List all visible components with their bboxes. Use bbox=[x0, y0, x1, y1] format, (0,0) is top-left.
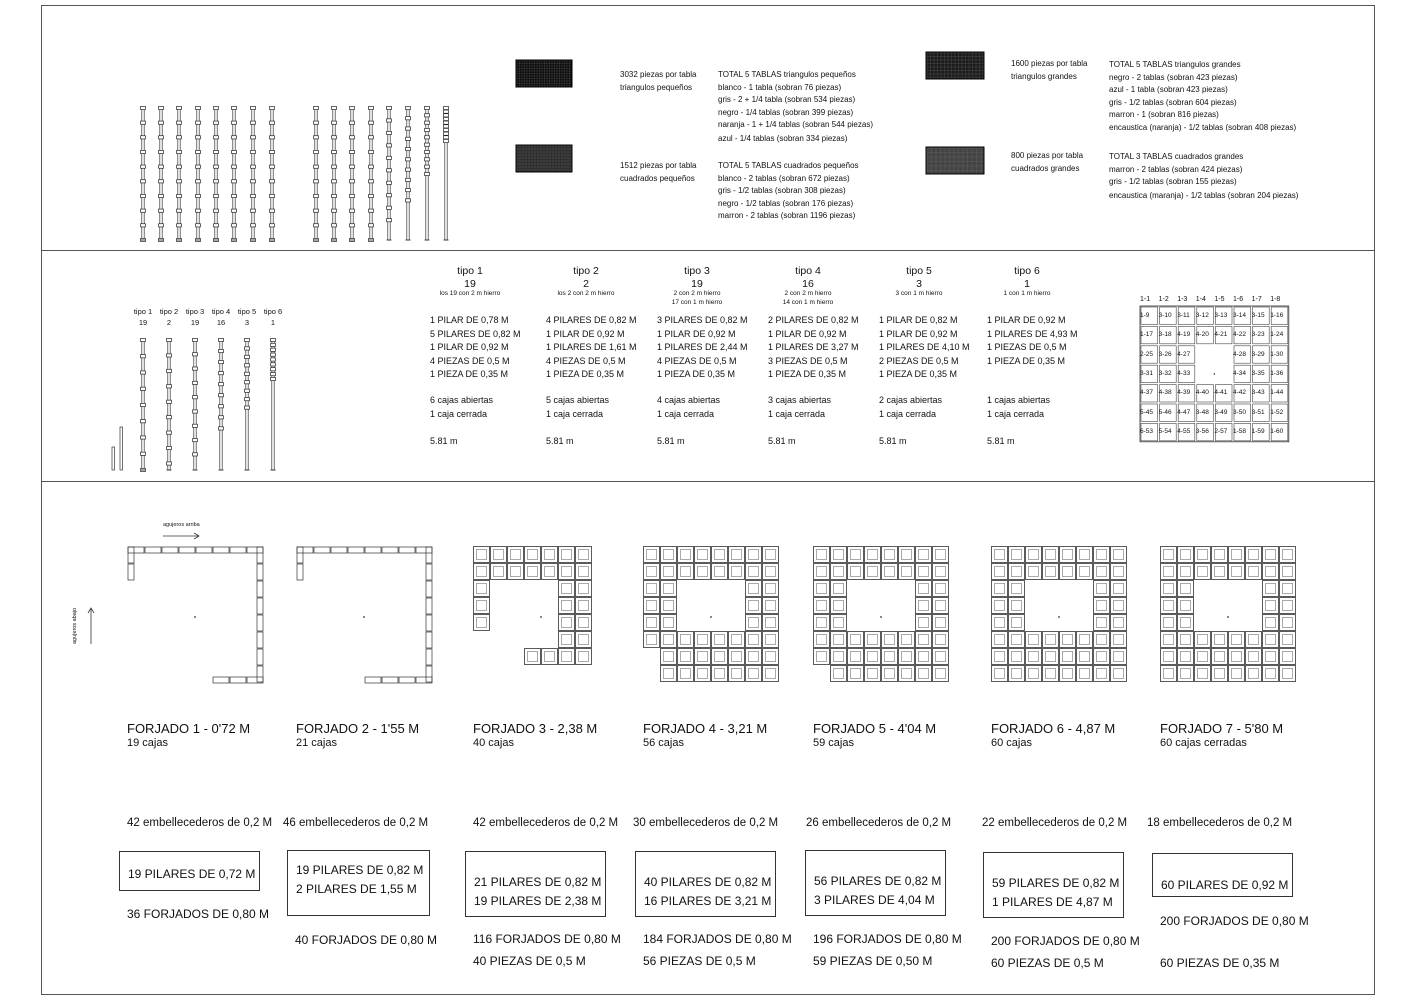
box-line: 5 cajas abiertas bbox=[546, 395, 610, 405]
type-boxes bbox=[430, 394, 493, 421]
grid-col-label: 1-6 bbox=[1233, 296, 1244, 303]
extra-line: 56 PIEZAS DE 0,5 M bbox=[643, 954, 756, 968]
board-kind: cuadrados grandes bbox=[1011, 163, 1080, 173]
type-length: 5.81 m bbox=[768, 436, 796, 446]
column-elevation bbox=[232, 106, 237, 241]
part-line: 1 PILARES DE 3,27 M bbox=[768, 342, 859, 353]
swatch-totals bbox=[718, 69, 873, 145]
grid-cell-label: 4-40 bbox=[1195, 389, 1209, 397]
part-line: 4 PIEZAS DE 0,5 M bbox=[430, 355, 510, 366]
forjado-extra bbox=[991, 930, 1140, 974]
box-line: 1 cajas abiertas bbox=[987, 395, 1051, 405]
extra-line: 36 FORJADOS DE 0,80 M bbox=[127, 907, 270, 921]
part-line: 4 PILARES DE 0,82 M bbox=[546, 315, 637, 325]
part-line: 1 PILAR DE 0,78 M bbox=[430, 315, 509, 325]
grid-cell-label: 1-60 bbox=[1270, 428, 1284, 436]
type-name: tipo 4 bbox=[795, 265, 821, 277]
board-kind: triangulos pequeños bbox=[620, 82, 693, 92]
swatch-pieces bbox=[1011, 150, 1083, 175]
color-boards-line: encaustica (naranja) - 1/2 tablas (sobran 408 piezas) bbox=[1109, 122, 1297, 132]
grid-cell-label: 3-56 bbox=[1195, 428, 1209, 436]
type-boxes bbox=[879, 394, 942, 421]
pieces-per-board: 1512 piezas por tabla bbox=[620, 161, 697, 170]
part-line: 5 PILARES DE 0,82 M bbox=[430, 328, 521, 339]
forjado-trim-count: 46 embellecederos de 0,2 M bbox=[283, 817, 429, 829]
forjado-extra bbox=[127, 903, 269, 925]
grid-cell-label: 3-29 bbox=[1251, 350, 1265, 358]
grid-cell-label: 4-34 bbox=[1233, 369, 1247, 377]
type-count: 19 bbox=[138, 318, 148, 327]
grid-cell-label: 4-22 bbox=[1233, 331, 1247, 339]
part-line: 1 PILAR DE 0,92 M bbox=[430, 342, 509, 353]
forjado-box-count: 21 cajas bbox=[296, 737, 337, 749]
grid-cell-label: 3-23 bbox=[1251, 331, 1265, 339]
grid-col-label: 1-8 bbox=[1270, 296, 1281, 303]
part-line: 4 PIEZAS DE 0,5 M bbox=[657, 355, 737, 366]
part-line: 1 PIEZA DE 0,35 M bbox=[657, 369, 736, 380]
grid-cell-label: 1-52 bbox=[1270, 408, 1284, 416]
type-iron-note: 17 con 1 m hierro bbox=[671, 298, 723, 306]
type-parts bbox=[768, 314, 859, 382]
grid-cell-label: 2-57 bbox=[1214, 428, 1228, 436]
column-elevation bbox=[350, 106, 355, 241]
type-count: 16 bbox=[802, 278, 814, 290]
part-line: 2 PILARES DE 0,82 M bbox=[768, 315, 859, 325]
column-elevation bbox=[251, 106, 256, 241]
part-line: 1 PILAR DE 0,92 M bbox=[987, 315, 1066, 325]
material-swatch bbox=[926, 52, 984, 79]
grid-cell-label: 3-50 bbox=[1233, 408, 1247, 416]
pillar-line: 19 PILARES DE 2,38 M bbox=[474, 894, 602, 908]
grid-cell-label: 3-11 bbox=[1177, 311, 1190, 319]
grid-cell-label: 4-33 bbox=[1177, 369, 1191, 377]
type-name: tipo 5 bbox=[237, 307, 257, 316]
extra-line: 184 FORJADOS DE 0,80 M bbox=[643, 932, 792, 946]
material-swatch bbox=[926, 147, 984, 174]
swatch-pieces bbox=[620, 69, 697, 94]
forjado-extra bbox=[1160, 910, 1309, 974]
grid-cell-label: 5-45 bbox=[1140, 408, 1154, 416]
forjado-trim-count: 18 embellecederos de 0,2 M bbox=[1147, 817, 1293, 829]
forjado-title: FORJADO 1 - 0'72 M bbox=[127, 721, 251, 736]
part-line: 1 PILAR DE 0,92 M bbox=[546, 328, 625, 339]
forjado-box-count: 60 cajas bbox=[991, 737, 1032, 749]
swatch-totals bbox=[718, 160, 859, 223]
grid-cell-label: 5-54 bbox=[1158, 428, 1172, 436]
totals-heading: TOTAL 5 TABLAS cuadrados pequeños bbox=[718, 161, 859, 170]
forjado-title: FORJADO 3 - 2,38 M bbox=[473, 721, 598, 736]
forjado-trim-count: 26 embellecederos de 0,2 M bbox=[806, 817, 952, 829]
type-header bbox=[647, 264, 747, 307]
type-count: 19 bbox=[691, 278, 703, 290]
part-line: 4 PIEZAS DE 0,5 M bbox=[546, 355, 626, 366]
forjado-plan bbox=[813, 546, 953, 688]
grid-cell-label: 5-46 bbox=[1158, 408, 1172, 416]
grid-cell-label: 4-20 bbox=[1195, 331, 1209, 339]
box-line: 1 caja cerrada bbox=[546, 408, 604, 419]
type-iron-note: 2 con 2 m hierro bbox=[784, 290, 832, 297]
color-boards-line: gris - 1/2 tablas (sobran 308 piezas) bbox=[718, 186, 846, 195]
grid-cell-label: 1-58 bbox=[1233, 428, 1247, 436]
grid-cell-label: 6-53 bbox=[1140, 428, 1154, 436]
column-elevation bbox=[444, 106, 449, 240]
part-line: 1 PILAR DE 0,92 M bbox=[768, 328, 847, 339]
part-line: 1 PILAR DE 0,92 M bbox=[657, 328, 736, 339]
type-count: 1 bbox=[1024, 278, 1030, 290]
grid-cell-label: 3-13 bbox=[1214, 311, 1228, 319]
grid-cell-label: 4-38 bbox=[1158, 389, 1172, 397]
type-name: tipo 3 bbox=[684, 265, 710, 277]
part-line: 1 PIEZA DE 0,35 M bbox=[430, 369, 509, 380]
pillar-line: 2 PILARES DE 1,55 M bbox=[296, 882, 417, 896]
type-parts bbox=[879, 314, 970, 382]
column-elevation bbox=[369, 106, 374, 241]
color-boards-line: marron - 2 tablas (sobran 424 piezas) bbox=[1109, 164, 1243, 174]
column-elevation bbox=[193, 338, 198, 470]
type-count: 16 bbox=[216, 318, 226, 327]
column-elevation bbox=[271, 338, 276, 470]
forjado-extra bbox=[813, 928, 962, 972]
color-boards-line: marron - 2 tablas (sobran 1196 piezas) bbox=[718, 211, 856, 220]
type-name: tipo 6 bbox=[1014, 265, 1040, 277]
pillar-line: 21 PILARES DE 0,82 M bbox=[474, 875, 602, 889]
extra-line: 59 PIEZAS DE 0,50 M bbox=[813, 954, 933, 968]
type-count: 19 bbox=[190, 318, 200, 327]
type-length: 5.81 m bbox=[546, 436, 574, 446]
column-elevation bbox=[314, 106, 319, 241]
part-line: 1 PILARES DE 4,10 M bbox=[879, 342, 970, 353]
type-name: tipo 6 bbox=[263, 307, 283, 316]
board-kind: triangulos grandes bbox=[1011, 71, 1077, 81]
pillar-line: 1 PILARES DE 4,87 M bbox=[992, 895, 1113, 909]
type-boxes bbox=[768, 394, 831, 421]
grid-cell-label: 3-51 bbox=[1251, 408, 1265, 416]
color-boards-line: blanco - 1 tabla (sobran 76 piezas) bbox=[718, 82, 842, 92]
grid-cell-label: 4-37 bbox=[1140, 389, 1154, 397]
grid-cell-label: 3-15 bbox=[1251, 311, 1265, 319]
part-line: 1 PIEZA DE 0,35 M bbox=[879, 369, 958, 380]
grid-cell-label: 3-49 bbox=[1214, 408, 1228, 416]
type-header bbox=[420, 264, 520, 299]
forjado-title: FORJADO 6 - 4,87 M bbox=[991, 721, 1116, 736]
grid-cell-label: 1-36 bbox=[1270, 369, 1284, 377]
grid-cell-label: 3-43 bbox=[1251, 389, 1265, 397]
grid-cell-label: 3-35 bbox=[1251, 369, 1265, 377]
box-line: 3 cajas abiertas bbox=[768, 395, 832, 405]
grid-cell-label: 4-39 bbox=[1177, 389, 1191, 397]
section-divider bbox=[41, 250, 1375, 251]
grid-cell-label: 1-24 bbox=[1270, 331, 1284, 339]
column-elevation bbox=[141, 338, 146, 471]
column-elevations-top bbox=[130, 100, 460, 245]
pillar-line: 3 PILARES DE 4,04 M bbox=[814, 893, 935, 907]
part-line: 1 PIEZA DE 0,35 M bbox=[546, 369, 625, 380]
pillar-summary-box bbox=[805, 850, 946, 916]
column-elevation bbox=[167, 338, 172, 470]
grid-cell-label: 4-21 bbox=[1214, 331, 1228, 339]
type-name: tipo 2 bbox=[159, 307, 179, 316]
grid-cell-label: 4-55 bbox=[1177, 428, 1191, 436]
extra-line: 40 PIEZAS DE 0,5 M bbox=[473, 954, 586, 968]
grid-cell-label: 1-44 bbox=[1270, 389, 1284, 397]
pillar-line: 19 PILARES DE 0,72 M bbox=[128, 867, 256, 881]
type-length: 5.81 m bbox=[987, 436, 1015, 446]
short-column bbox=[112, 447, 115, 470]
extra-line: 196 FORJADOS DE 0,80 M bbox=[813, 932, 962, 946]
forjado-plan bbox=[991, 546, 1131, 688]
grid-cell-label: 3-18 bbox=[1158, 331, 1172, 339]
part-line: 1 PILARES DE 4,93 M bbox=[987, 328, 1078, 339]
grid-cell-label: 2-25 bbox=[1140, 350, 1154, 358]
column-elevation bbox=[214, 106, 219, 241]
pillar-summary-box bbox=[287, 850, 430, 916]
forjado-plan bbox=[296, 546, 436, 688]
pieces-per-board: 1600 piezas por tabla bbox=[1011, 59, 1088, 68]
column-elevation bbox=[141, 106, 146, 241]
type-iron-note: 3 con 1 m hierro bbox=[895, 290, 943, 297]
color-boards-line: negro - 1/2 tablas (sobran 176 piezas) bbox=[718, 198, 854, 208]
forjado-trim-count: 42 embellecederos de 0,2 M bbox=[127, 817, 273, 829]
totals-heading: TOTAL 3 TABLAS cuadrados grandes bbox=[1109, 152, 1244, 161]
type-header bbox=[536, 264, 636, 299]
extra-line: 200 FORJADOS DE 0,80 M bbox=[1160, 914, 1309, 928]
arrow-left-label: agujeros abajo bbox=[72, 607, 78, 644]
grid-cell-label: 3-12 bbox=[1195, 311, 1209, 319]
grid-col-label: 1-2 bbox=[1158, 296, 1169, 303]
forjado-plan bbox=[643, 546, 783, 688]
pillar-line: 19 PILARES DE 0,82 M bbox=[296, 863, 424, 877]
section-divider bbox=[41, 481, 1375, 482]
column-elevation bbox=[425, 106, 430, 240]
grid-cell-label: 4-27 bbox=[1177, 350, 1191, 358]
grid-col-label: 1-3 bbox=[1177, 296, 1188, 303]
column-elevation bbox=[177, 106, 182, 241]
grid-cell-label: 1-16 bbox=[1270, 311, 1284, 319]
totals-heading: TOTAL 5 TABLAS triangulos grandes bbox=[1109, 60, 1241, 69]
type-parts bbox=[430, 314, 521, 382]
forjado-plan bbox=[1160, 546, 1300, 688]
part-line: 1 PILARES DE 1,61 M bbox=[546, 342, 637, 353]
color-boards-line: azul - 1/4 tablas (sobran 334 piezas) bbox=[718, 133, 848, 143]
pillar-line: 40 PILARES DE 0,82 M bbox=[644, 875, 772, 889]
type-name: tipo 4 bbox=[211, 307, 231, 316]
forjado-extra bbox=[295, 929, 437, 951]
totals-heading: TOTAL 5 TABLAS triangulos pequeños bbox=[718, 70, 856, 79]
column-elevation bbox=[406, 106, 411, 240]
forjado-box-count: 40 cajas bbox=[473, 737, 514, 749]
pillar-summary-box bbox=[1152, 853, 1293, 897]
color-boards-line: negro - 2 tablas (sobran 423 piezas) bbox=[1109, 72, 1238, 82]
grid-cell-label: 3-48 bbox=[1195, 408, 1209, 416]
grid-cell-label: 3-14 bbox=[1233, 311, 1247, 319]
arrow-up-icon bbox=[86, 606, 96, 646]
type-length: 5.81 m bbox=[430, 436, 458, 446]
column-elevation bbox=[196, 106, 201, 241]
column-elevations-middle bbox=[100, 332, 300, 474]
type-length: 5.81 m bbox=[657, 436, 685, 446]
column-elevation bbox=[270, 106, 275, 241]
part-line: 2 PIEZAS DE 0,5 M bbox=[879, 355, 959, 366]
type-name: tipo 1 bbox=[133, 307, 153, 316]
forjado-plan bbox=[473, 546, 613, 688]
type-header bbox=[869, 264, 969, 299]
grid-cell-label: 4-28 bbox=[1233, 350, 1247, 358]
box-line: 4 cajas abiertas bbox=[657, 395, 721, 405]
arrow-right-icon bbox=[163, 530, 203, 540]
grid-cell-label: 1-17 bbox=[1140, 331, 1154, 339]
forjado-extra bbox=[473, 928, 621, 972]
pillar-line: 59 PILARES DE 0,82 M bbox=[992, 876, 1120, 890]
type-iron-note: los 2 con 2 m hierro bbox=[557, 290, 615, 297]
swatch-pieces bbox=[1011, 58, 1088, 83]
type-name: tipo 3 bbox=[185, 307, 205, 316]
grid-col-label: 1-4 bbox=[1195, 296, 1206, 303]
part-line: 3 PIEZAS DE 0,5 M bbox=[768, 355, 848, 366]
grid-cell-label: 4-41 bbox=[1214, 389, 1228, 397]
column-elevation bbox=[159, 106, 164, 241]
type-count: 19 bbox=[464, 278, 476, 290]
type-iron-note: 1 con 1 m hierro bbox=[1003, 290, 1051, 297]
grid-cell-label: 4-19 bbox=[1177, 331, 1191, 339]
type-count: 2 bbox=[166, 318, 172, 327]
type-boxes bbox=[546, 394, 609, 421]
box-line: 6 cajas abiertas bbox=[430, 395, 494, 405]
part-line: 1 PIEZA DE 0,35 M bbox=[768, 369, 847, 380]
type-name: tipo 2 bbox=[573, 265, 599, 277]
extra-line: 40 FORJADOS DE 0,80 M bbox=[295, 933, 438, 947]
grid-cell-label: 3-10 bbox=[1158, 311, 1172, 319]
box-line: 1 caja cerrada bbox=[430, 408, 488, 419]
grid-col-label: 1-5 bbox=[1214, 296, 1225, 303]
grid-cell-label: 4-42 bbox=[1233, 389, 1247, 397]
forjado-box-count: 60 cajas cerradas bbox=[1160, 737, 1247, 749]
grid-cell-label: 3-31 bbox=[1140, 369, 1154, 377]
extra-line: 116 FORJADOS DE 0,80 M bbox=[473, 932, 621, 946]
column-elevation bbox=[219, 338, 224, 470]
type-iron-note: 2 con 2 m hierro bbox=[673, 290, 721, 297]
type-name: tipo 5 bbox=[906, 265, 932, 277]
color-boards-line: gris - 2 + 1/4 tabla (sobran 534 piezas) bbox=[718, 95, 856, 104]
pillar-summary-box bbox=[983, 852, 1124, 918]
type-header bbox=[758, 264, 858, 307]
type-count: 3 bbox=[916, 278, 922, 290]
type-header bbox=[977, 264, 1077, 299]
pillar-summary-box bbox=[465, 851, 606, 917]
forjado-box-count: 56 cajas bbox=[643, 737, 684, 749]
type-count: 1 bbox=[270, 318, 276, 327]
box-line: 1 caja cerrada bbox=[657, 408, 715, 419]
forjado-plan bbox=[127, 546, 267, 688]
type-label bbox=[258, 306, 288, 328]
column-elevation bbox=[332, 106, 337, 241]
forjado-title: FORJADO 4 - 3,21 M bbox=[643, 721, 768, 736]
type-boxes bbox=[657, 394, 720, 421]
swatch-totals bbox=[1109, 151, 1298, 202]
grid-cell-label: 1-30 bbox=[1270, 350, 1284, 358]
grid-cell-label: 3-26 bbox=[1158, 350, 1172, 358]
pieces-per-board: 3032 piezas por tabla bbox=[620, 70, 697, 79]
material-swatch bbox=[516, 60, 572, 87]
grid-col-label: 1-1 bbox=[1140, 296, 1151, 303]
box-line: 2 cajas abiertas bbox=[879, 395, 943, 405]
swatch-totals bbox=[1109, 59, 1296, 134]
part-line: 1 PILAR DE 0,82 M bbox=[879, 315, 958, 325]
board-kind: cuadrados pequeños bbox=[620, 173, 695, 183]
type-parts bbox=[546, 314, 637, 382]
color-boards-line: encaustica (maranja) - 1/2 tablas (sobran 204 piezas) bbox=[1109, 190, 1299, 200]
arrow-top-label: agujeros arriba bbox=[163, 522, 200, 528]
color-boards-line: negro - 1/4 tablas (sobran 399 piezas) bbox=[718, 107, 854, 117]
forjado-box-count: 59 cajas bbox=[813, 737, 854, 749]
type-length: 5.81 m bbox=[879, 436, 907, 446]
type-iron-note: los 19 con 2 m hierro bbox=[439, 290, 501, 297]
part-line: 3 PILARES DE 0,82 M bbox=[657, 315, 748, 325]
grid-col-label: 1-7 bbox=[1251, 296, 1262, 303]
pillar-summary-box bbox=[119, 851, 260, 891]
swatch-pieces bbox=[620, 160, 697, 185]
box-line: 1 caja cerrada bbox=[768, 408, 826, 419]
short-column bbox=[120, 427, 123, 470]
part-line: 1 PILAR DE 0,92 M bbox=[879, 328, 958, 339]
material-swatch bbox=[516, 145, 572, 172]
forjado-trim-count: 42 embellecederos de 0,2 M bbox=[473, 817, 619, 829]
part-line: 1 PIEZA DE 0,35 M bbox=[987, 355, 1066, 366]
color-boards-line: blanco - 2 tablas (sobran 672 piezas) bbox=[718, 173, 850, 183]
box-line: 1 caja cerrada bbox=[879, 408, 937, 419]
forjado-trim-count: 30 embellecederos de 0,2 M bbox=[633, 817, 779, 829]
pieces-per-board: 800 piezas por tabla bbox=[1011, 151, 1084, 160]
type-parts bbox=[987, 314, 1078, 368]
forjado-title: FORJADO 5 - 4'04 M bbox=[813, 721, 937, 736]
type-count: 2 bbox=[583, 278, 589, 290]
forjado-title: FORJADO 2 - 1'55 M bbox=[296, 721, 420, 736]
extra-line: 200 FORJADOS DE 0,80 M bbox=[991, 934, 1140, 948]
extra-line: 60 PIEZAS DE 0,5 M bbox=[991, 956, 1104, 970]
forjado-box-count: 19 cajas bbox=[127, 737, 168, 749]
pillar-line: 60 PILARES DE 0,92 M bbox=[1161, 878, 1289, 892]
pillar-line: 56 PILARES DE 0,82 M bbox=[814, 874, 942, 888]
box-line: 1 caja cerrada bbox=[987, 408, 1045, 419]
forjado-trim-count: 22 embellecederos de 0,2 M bbox=[982, 817, 1128, 829]
forjado-extra bbox=[643, 928, 792, 972]
type-name: tipo 1 bbox=[457, 265, 483, 277]
extra-line: 60 PIEZAS DE 0,35 M bbox=[1160, 956, 1280, 970]
pillar-line: 16 PILARES DE 3,21 M bbox=[644, 894, 772, 908]
type-count: 3 bbox=[244, 318, 250, 327]
part-line: 1 PIEZAS DE 0,5 M bbox=[987, 342, 1067, 353]
color-boards-line: gris - 1/2 tablas (sobran 604 piezas) bbox=[1109, 97, 1237, 107]
part-line: 1 PILARES DE 2,44 M bbox=[657, 342, 748, 353]
column-elevation bbox=[387, 106, 392, 240]
type-boxes bbox=[987, 394, 1050, 421]
grid-cell-label: 3-32 bbox=[1158, 369, 1172, 377]
grid-cell-label: 4-47 bbox=[1177, 408, 1191, 416]
grid-cell-label: 1-59 bbox=[1251, 428, 1265, 436]
color-boards-line: gris - 1/2 tablas (sobran 155 piezas) bbox=[1109, 177, 1237, 186]
forjado-title: FORJADO 7 - 5'80 M bbox=[1160, 721, 1284, 736]
column-elevation bbox=[245, 338, 250, 470]
color-boards-line: naranja - 1 + 1/4 tablas (sobran 544 piezas) bbox=[718, 120, 873, 129]
pillar-summary-box bbox=[635, 851, 776, 917]
type-iron-note: 14 con 1 m hierro bbox=[782, 298, 834, 306]
type-parts bbox=[657, 314, 748, 382]
color-boards-line: marron - 1 (sobran 816 piezas) bbox=[1109, 110, 1219, 119]
color-boards-line: azul - 1 tabla (sobran 423 piezas) bbox=[1109, 85, 1228, 94]
grid-cell-label: 1-9 bbox=[1140, 311, 1150, 319]
